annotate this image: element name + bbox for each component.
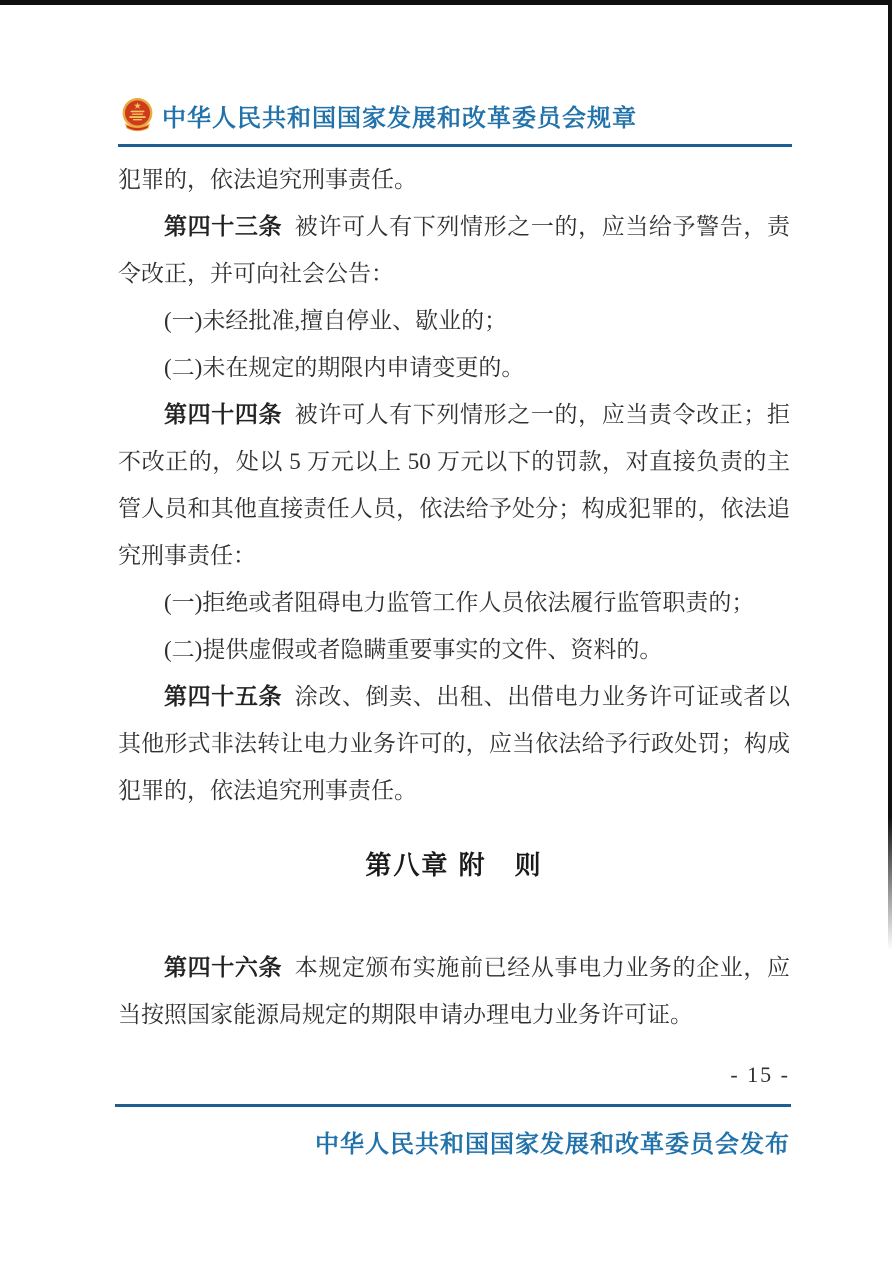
paragraph-text: 被许可人有下列情形之一的，应当责令改正；拒不改正的，处以 5 万元以上 50 万元以下的罚款，对直接负责的主管人员和其他直接责任人员，依法给予处分；构成犯罪的，依法追究刑事责任： <box>118 402 791 568</box>
publisher-line: 中华人民共和国国家发展和改革委员会发布 <box>315 1131 790 1158</box>
scan-edge-top <box>0 0 892 5</box>
article-number: 第四十四条 <box>164 401 283 427</box>
article-number: 第四十六条 <box>164 954 283 980</box>
paragraph-item-2 <box>118 626 790 673</box>
paragraph-continuation <box>118 156 790 203</box>
paragraph-text: (二)提供虚假或者隐瞒重要事实的文件、资料的。 <box>164 637 663 662</box>
paragraph-item-1 <box>118 579 790 626</box>
scan-edge-right <box>888 0 892 950</box>
paragraph-text: 犯罪的，依法追究刑事责任。 <box>118 167 417 192</box>
article-number: 第四十三条 <box>164 213 283 239</box>
footer-divider <box>115 1104 791 1107</box>
document-series-title: 中华人民共和国国家发展和改革委员会规章 <box>162 105 637 132</box>
header-divider <box>118 144 792 147</box>
paragraph-item-2 <box>118 344 790 391</box>
paragraph-article-46 <box>118 944 790 1038</box>
paragraph-text: (一)拒绝或者阻碍电力监管工作人员依法履行监管职责的； <box>164 590 755 615</box>
paragraph-text: (二)未在规定的期限内申请变更的。 <box>164 355 525 380</box>
china-national-emblem-icon <box>120 97 155 134</box>
document-body <box>118 156 790 1038</box>
paragraph-text: 涂改、倒卖、出租、出借电力业务许可证或者以其他形式非法转让电力业务许可的，应当依法给予行政处罚；构成犯罪的，依法追究刑事责任。 <box>118 684 791 803</box>
paragraph-text: 被许可人有下列情形之一的，应当给予警告，责令改正，并可向社会公告： <box>118 214 791 286</box>
article-number: 第四十五条 <box>164 683 283 709</box>
paragraph-article-43 <box>118 203 790 297</box>
paragraph-article-45 <box>118 673 790 814</box>
paragraph-item-1 <box>118 297 790 344</box>
page-number: - 15 - <box>730 1062 790 1087</box>
page-header <box>120 97 792 134</box>
paragraph-text: 本规定颁布实施前已经从事电力业务的企业，应当按照国家能源局规定的期限申请办理电力业务许可证。 <box>118 955 791 1027</box>
chapter-heading: 第八章 附 则 <box>365 850 543 880</box>
paragraph-text: (一)未经批准,擅自停业、歇业的； <box>164 308 508 333</box>
paragraph-article-44 <box>118 391 790 579</box>
